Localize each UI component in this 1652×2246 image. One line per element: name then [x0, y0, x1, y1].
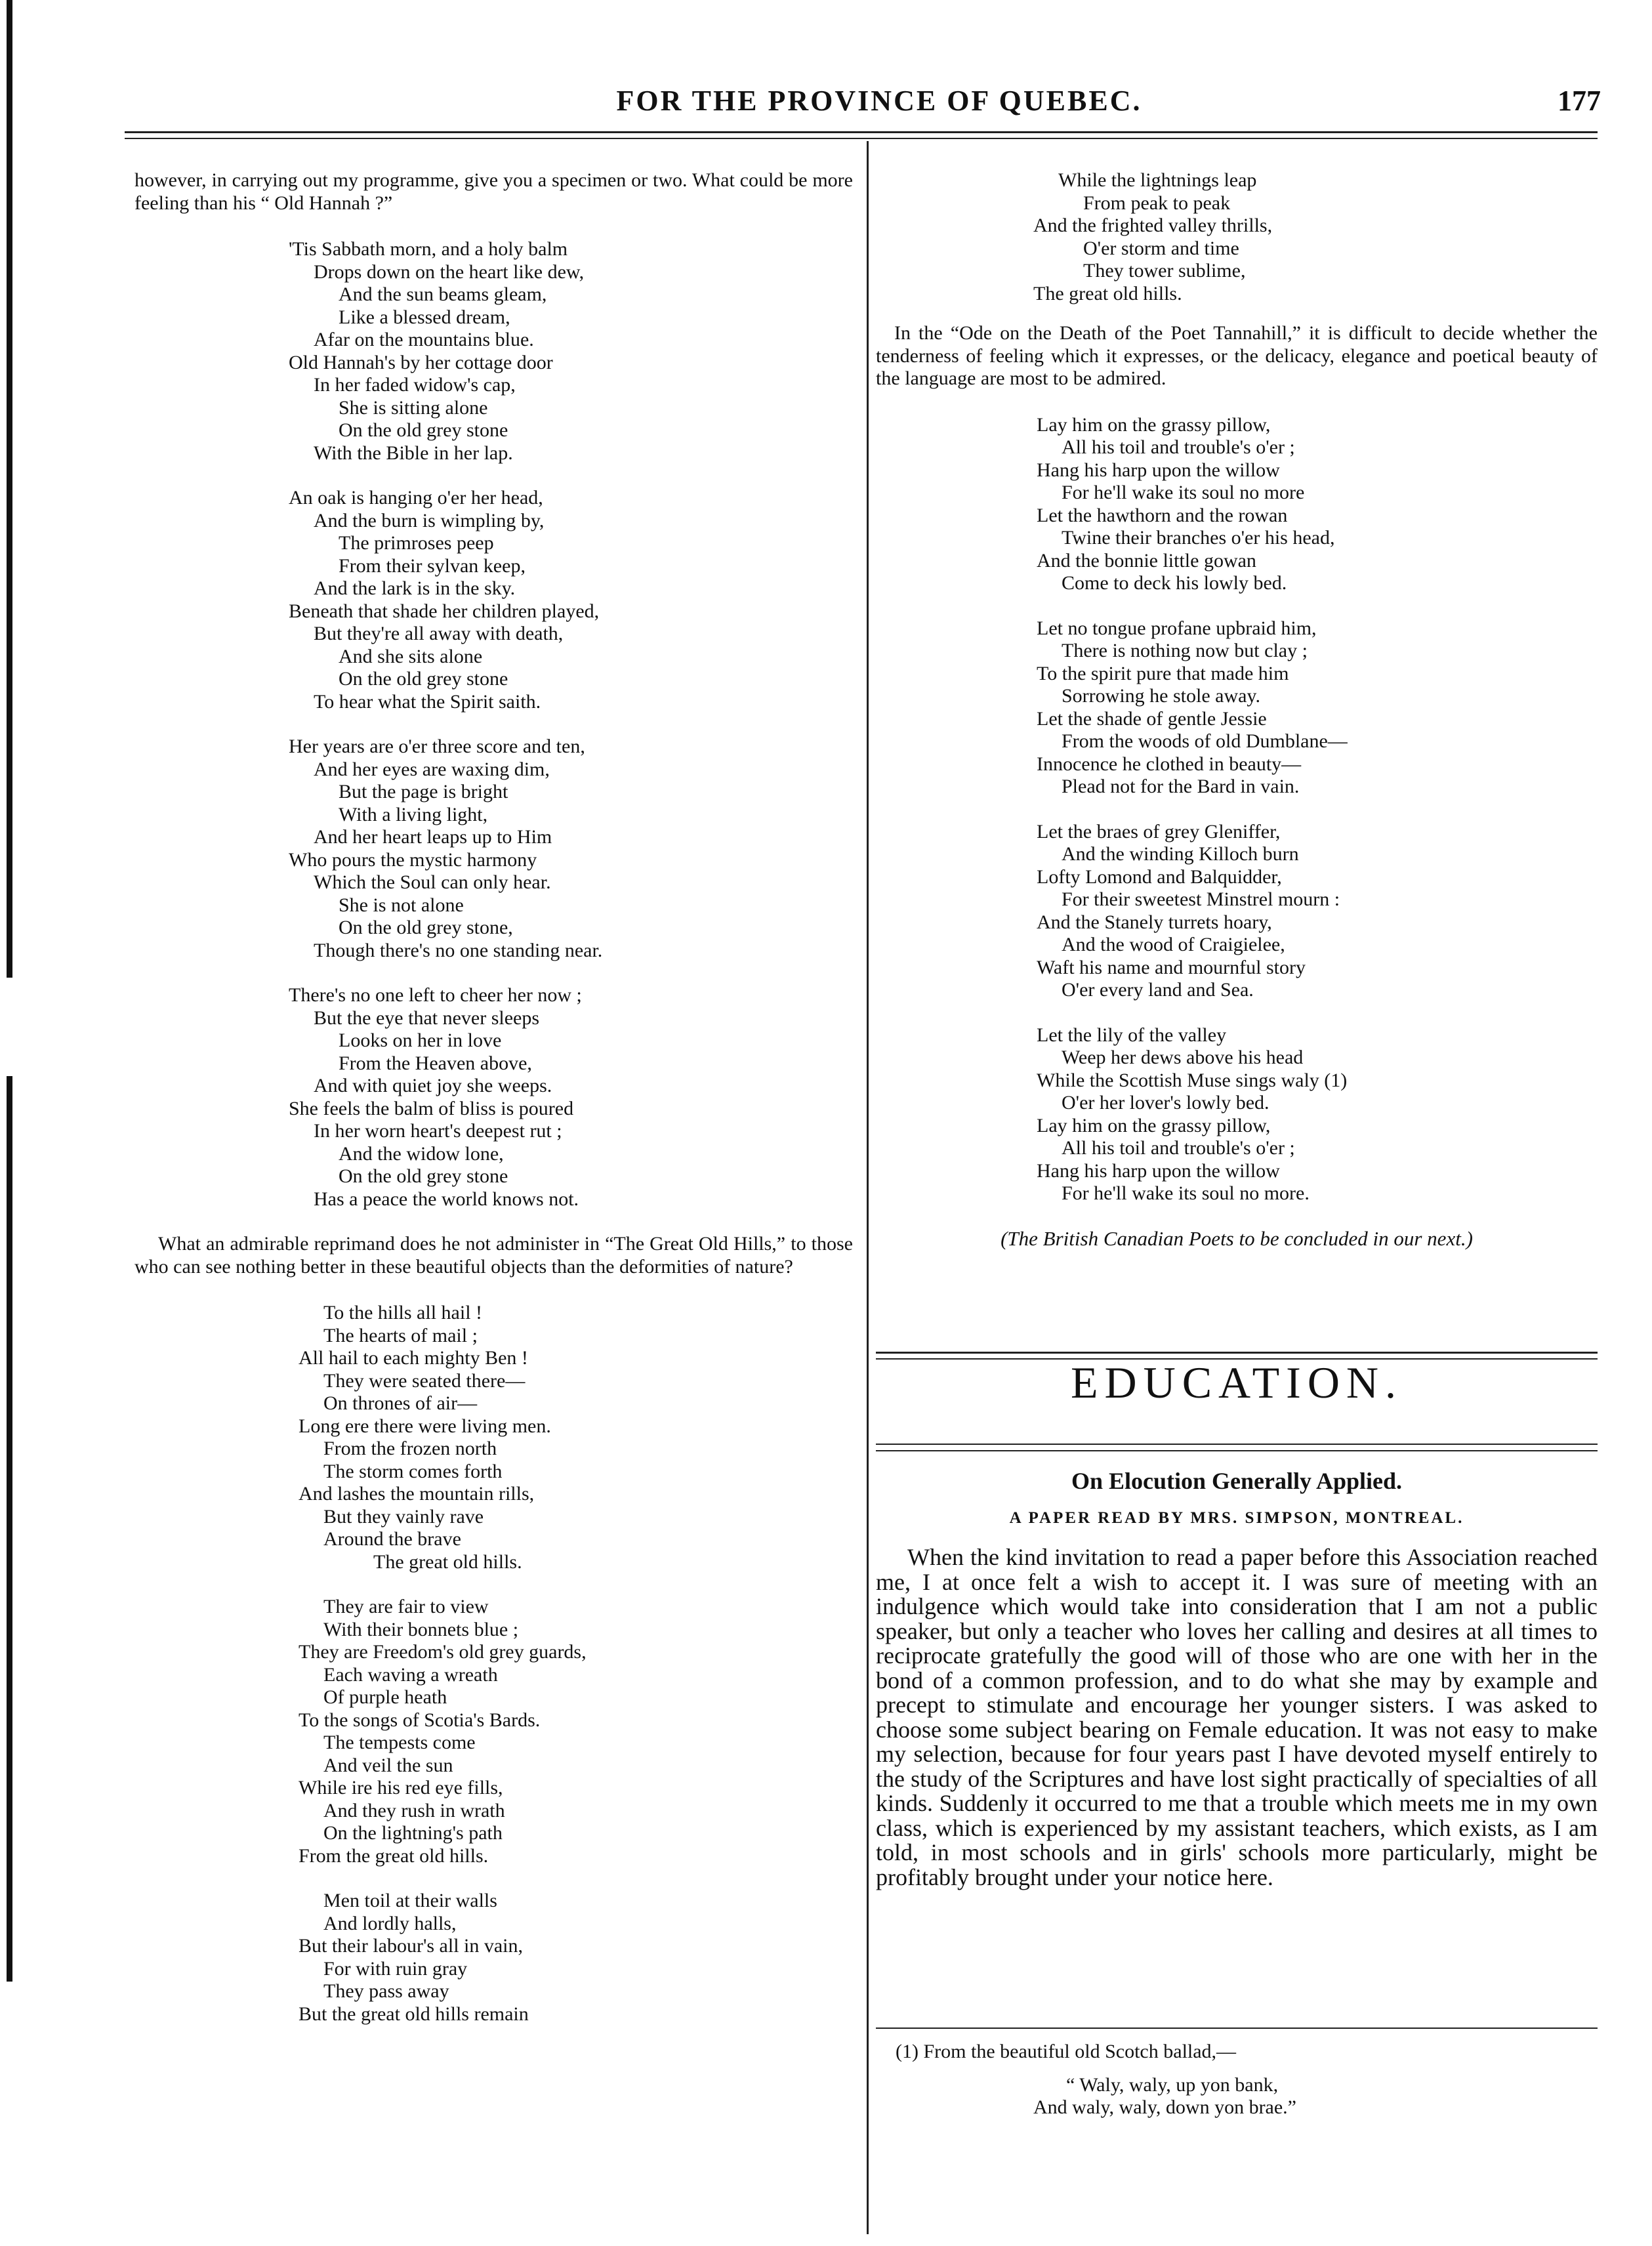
poem-line: With the Bible in her lap.: [314, 442, 513, 464]
poem-line: And the winding Killoch burn: [1062, 843, 1299, 865]
poem-stanza: [134, 1596, 853, 1867]
poem-stanza: [876, 821, 1598, 1002]
poem-line: Let no tongue profane upbraid him,: [1037, 617, 1317, 639]
poem-line: The storm comes forth: [323, 1460, 503, 1482]
poem-stanza: [134, 984, 853, 1211]
poem-line: Lofty Lomond and Balquidder,: [1037, 865, 1282, 888]
poem-line: While the Scottish Muse sings waly (1): [1037, 1069, 1348, 1091]
poem-line: Like a blessed dream,: [339, 306, 510, 328]
section-rule: [876, 1352, 1598, 1354]
poem-line: And the lark is in the sky.: [314, 577, 516, 599]
poem-line: While the lightnings leap: [1058, 169, 1257, 191]
running-title: FOR THE PROVINCE OF QUEBEC.: [616, 85, 1142, 117]
header-rule: [125, 131, 1598, 133]
section-rule: [876, 1444, 1598, 1445]
article-body: When the kind invitation to read a paper before this Association reached me, I at once felt a wish to accept it. I was sure of meeting with an indulgence which would take into consideration that I am not a public speaker, but only a teacher who loves her calling and desires at all times to reciprocate gratefully the good will of those who are one with her in the bond of a common profession, and to do what she may by example and precept to stimulate and encourage her younger sisters. I was asked to choose some subject bearing on Female education. It was not easy to make my selection, because for four years past I have devoted myself entirely to the study of the Scriptures and have lost sight practically of specialties of all kinds. Suddenly it occurred to me that a trouble which meets me in my own class, which is experienced by my assistant teachers, which exists, as I am told, in most schools and in girls' schools more particularly, might be profitably brought under your notice here.: [876, 1544, 1598, 1890]
poem-line: Has a peace the world knows not.: [314, 1188, 579, 1210]
poem-line: Waft his name and mournful story: [1037, 956, 1306, 978]
poem-line: With their bonnets blue ;: [323, 1618, 519, 1640]
poem-line: Of purple heath: [323, 1686, 447, 1708]
poem-line: Her years are o'er three score and ten,: [289, 736, 585, 757]
poem-line: But the page is bright: [339, 781, 508, 802]
poem-tannahill: [876, 414, 1598, 1205]
poem-line: Innocence he clothed in beauty—: [1037, 753, 1302, 775]
tannahill-intro: In the “Ode on the Death of the Poet Tannahill,” it is difficult to decide whether the tenderness of feeling which it expresses, or the delicacy, elegance and poetical beauty of the language are most to be admired.: [876, 322, 1598, 389]
poem-line: And the bonnie little gowan: [1037, 549, 1256, 572]
article-byline: A PAPER READ BY MRS. SIMPSON, MONTREAL.: [1009, 1508, 1464, 1527]
poem-line: In her faded widow's cap,: [314, 374, 516, 396]
poem-line: Weep her dews above his head: [1062, 1047, 1304, 1068]
poem-line: Old Hannah's by her cottage door: [289, 351, 553, 373]
poem-stanza: [134, 736, 853, 962]
poem-line: For with ruin gray: [323, 1957, 468, 1980]
poem-line: They tower sublime,: [1083, 260, 1246, 281]
poem-line: From the woods of old Dumblane—: [1062, 730, 1348, 752]
poem-line: All his toil and trouble's o'er ;: [1062, 1137, 1295, 1159]
poem-line: The tempests come: [323, 1732, 476, 1753]
poem-line: And the widow lone,: [339, 1142, 504, 1165]
poem-line: All hail to each mighty Ben !: [299, 1347, 528, 1369]
poem-line: And the burn is wimpling by,: [314, 509, 545, 531]
poem-line: And with quiet joy she weeps.: [314, 1075, 552, 1096]
poem-line: Lay him on the grassy pillow,: [1037, 413, 1271, 436]
poem-line: On the old grey stone: [339, 668, 508, 690]
poem-line: Around the brave: [323, 1528, 461, 1550]
poem-line: For he'll wake its soul no more: [1062, 482, 1305, 503]
poem-line: O'er every land and Sea.: [1062, 979, 1254, 1001]
poem-line: Afar on the mountains blue.: [314, 329, 534, 350]
poem-line: Twine their branches o'er his head,: [1062, 527, 1335, 549]
poem-line: Let the braes of grey Gleniffer,: [1037, 820, 1281, 842]
poem-line: Though there's no one standing near.: [314, 939, 603, 961]
poem-line: Lay him on the grassy pillow,: [1037, 1114, 1271, 1136]
page-edge-bar: [7, 0, 12, 978]
intro-paragraph: however, in carrying out my programme, give you a specimen or two. What could be more feeling than his “ Old Hannah ?”: [134, 169, 853, 214]
poem-stanza: [134, 487, 853, 713]
section-rule: [876, 1450, 1598, 1451]
poem-line: And the frighted valley thrills,: [1033, 215, 1273, 236]
poem-line: Long ere there were living men.: [299, 1415, 551, 1437]
poem-line: Who pours the mystic harmony: [289, 848, 537, 871]
poem-old-hannah: [134, 238, 853, 1211]
poem-line: All his toil and trouble's o'er ;: [1062, 436, 1295, 458]
footnote-intro: (1) From the beautiful old Scotch ballad,—: [896, 2041, 1237, 2062]
poem-line: She is sitting alone: [339, 396, 488, 419]
left-column: [134, 169, 853, 2048]
page-header: [157, 84, 1601, 123]
poem-line: In her worn heart's deepest rut ;: [314, 1120, 562, 1142]
poem-line: But the great old hills remain: [299, 2003, 529, 2025]
poem-line: To the songs of Scotia's Bards.: [299, 1709, 541, 1731]
poem-line: They are fair to view: [323, 1596, 489, 1617]
education-section: [876, 1358, 1598, 1407]
poem-stanza: [134, 238, 853, 465]
poem-line: Come to deck his lowly bed.: [1062, 572, 1287, 594]
header-rule: [125, 138, 1598, 139]
poem-line: She is not alone: [339, 894, 464, 916]
poem-line: Let the lily of the valley: [1037, 1024, 1227, 1046]
poem-line: And veil the sun: [323, 1754, 453, 1776]
poem-stanza: [876, 169, 1598, 305]
poem-line: They are Freedom's old grey guards,: [299, 1641, 587, 1663]
poem-great-old-hills: [134, 1302, 853, 2026]
poem-line: Beneath that shade her children played,: [289, 600, 600, 622]
poem-line: To the spirit pure that made him: [1037, 662, 1289, 684]
poem-stanza: [876, 617, 1598, 799]
poem-line: To the hills all hail !: [323, 1302, 483, 1323]
poem-line: Men toil at their walls: [323, 1890, 497, 1911]
poem-line: For their sweetest Minstrel mourn :: [1062, 888, 1340, 910]
footnote-verse-line: “ Waly, waly, up yon bank,: [1066, 2073, 1279, 2096]
poem-line: To hear what the Spirit saith.: [314, 690, 541, 713]
poem-line: Each waving a wreath: [323, 1663, 498, 1686]
poem-line: From their sylvan keep,: [339, 554, 526, 577]
column-divider: [867, 141, 869, 2234]
continuation-note: (The British Canadian Poets to be concluded in our next.): [1001, 1226, 1473, 1250]
footnote-verse-line: And waly, waly, down yon brae.”: [1033, 2096, 1297, 2118]
article: [876, 1470, 1598, 1890]
poem-line: They were seated there—: [323, 1369, 526, 1392]
page-edge-bar: [7, 1076, 12, 1982]
poem-line: While ire his red eye fills,: [299, 1777, 503, 1799]
poem-line: From the great old hills.: [299, 1844, 489, 1867]
poem-line: On the old grey stone,: [339, 917, 513, 938]
right-column: [876, 169, 1598, 1250]
poem-line: And they rush in wrath: [323, 1799, 505, 1821]
poem-line: From the frozen north: [323, 1438, 497, 1459]
poem-line: Plead not for the Bard in vain.: [1062, 776, 1300, 797]
poem-line: But their labour's all in vain,: [299, 1935, 524, 1957]
poem-line: The great old hills.: [1033, 282, 1182, 304]
poem-line: With a living light,: [339, 803, 488, 825]
poem-line: 'Tis Sabbath morn, and a holy balm: [289, 238, 568, 260]
poem-line: There's no one left to cheer her now ;: [289, 984, 582, 1006]
poem-line: The great old hills.: [373, 1550, 522, 1573]
poem-line: From peak to peak: [1083, 192, 1231, 214]
page-number: 177: [1558, 85, 1601, 117]
poem-line: Which the Soul can only hear.: [314, 871, 551, 893]
section-title: EDUCATION.: [1070, 1358, 1403, 1407]
poem-stanza: [876, 414, 1598, 595]
poem-line: On the lightning's path: [323, 1822, 503, 1844]
poem-line: But they vainly rave: [323, 1505, 484, 1528]
poem-line: On the old grey stone: [339, 419, 508, 441]
poem-line: And the sun beams gleam,: [339, 283, 547, 305]
footnote-rule: [876, 2028, 1598, 2029]
poem-line: And the Stanely turrets hoary,: [1037, 911, 1272, 933]
poem-line: They pass away: [323, 1980, 449, 2002]
poem-line: But the eye that never sleeps: [314, 1007, 540, 1029]
poem-line: And her eyes are waxing dim,: [314, 758, 550, 780]
poem-line: An oak is hanging o'er her head,: [289, 487, 543, 509]
poem-line: And lordly halls,: [323, 1912, 457, 1934]
poem-line: There is nothing now but clay ;: [1062, 640, 1308, 661]
poem-line: For he'll wake its soul no more.: [1062, 1182, 1310, 1204]
poem-line: Hang his harp upon the willow: [1037, 1159, 1280, 1182]
poem-line: She feels the balm of bliss is poured: [289, 1097, 574, 1119]
poem-line: On thrones of air—: [323, 1392, 478, 1414]
poem-line: The hearts of mail ;: [323, 1324, 478, 1346]
poem-line: Drops down on the heart like dew,: [314, 260, 585, 283]
poem-line: On the old grey stone: [339, 1165, 508, 1187]
poem-stanza: [876, 1024, 1598, 1205]
poem-line: And she sits alone: [339, 645, 483, 667]
poem-line: The primroses peep: [339, 532, 494, 554]
reprimand-paragraph: What an admirable reprimand does he not administer in “The Great Old Hills,” to those who can see nothing better in these beautiful objects than the deformities of nature?: [134, 1233, 853, 1278]
poem-line: And the wood of Craigielee,: [1062, 934, 1285, 955]
poem-line: Let the shade of gentle Jessie: [1037, 707, 1267, 730]
poem-line: But they're all away with death,: [314, 623, 564, 644]
poem-line: Let the hawthorn and the rowan: [1037, 504, 1288, 526]
article-title: On Elocution Generally Applied.: [1071, 1468, 1403, 1494]
poem-line: O'er storm and time: [1083, 237, 1239, 259]
poem-line: From the Heaven above,: [339, 1052, 532, 1074]
poem-line: O'er her lover's lowly bed.: [1062, 1092, 1270, 1113]
poem-line: Sorrowing he stole away.: [1062, 685, 1260, 707]
poem-stanza: [134, 1302, 853, 1573]
poem-line: And lashes the mountain rills,: [299, 1483, 535, 1505]
footnote: [876, 2041, 1598, 2119]
poem-stanza: [134, 1890, 853, 2026]
poem-line: And her heart leaps up to Him: [314, 826, 552, 848]
poem-line: Hang his harp upon the willow: [1037, 459, 1280, 481]
poem-line: Looks on her in love: [339, 1029, 502, 1051]
poem-great-old-hills-continued: [876, 169, 1598, 305]
